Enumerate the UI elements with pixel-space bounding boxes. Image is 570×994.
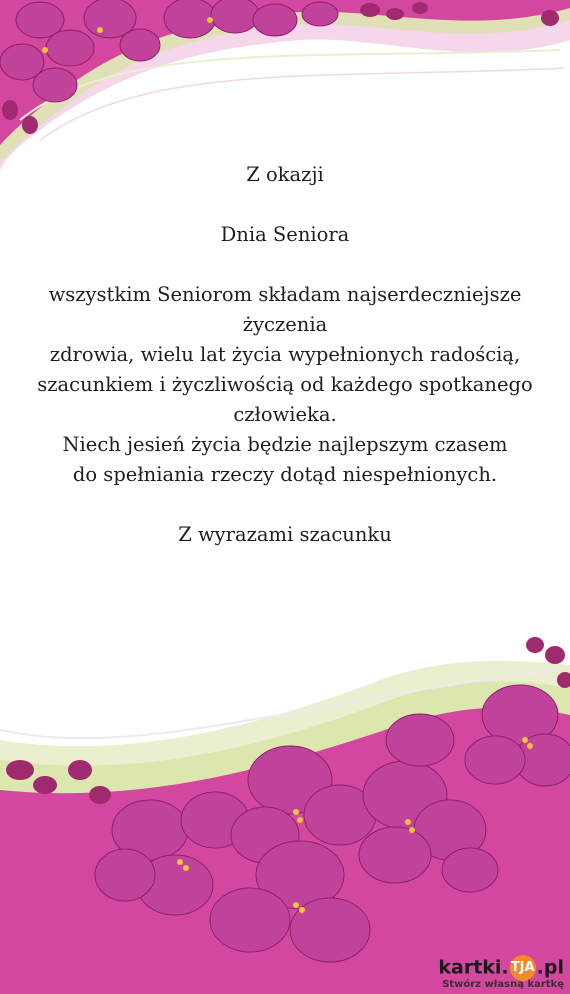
greeting-health: zdrowia, wielu lat życia wypełnionych radością,	[49, 343, 521, 366]
logo-tagline: Stwórz własną kartkę	[442, 979, 564, 990]
logo-badge: TJA	[510, 955, 536, 981]
greeting-closing: Z wyrazami szacunku	[178, 523, 392, 546]
greeting-occasion-intro: Z okazji	[246, 163, 324, 186]
lilac-decoration-bottom	[0, 620, 570, 994]
logo-brand-suffix: .pl	[536, 956, 564, 979]
greeting-fulfilment: do spełniania rzeczy dotąd niespełnionych.	[72, 463, 498, 486]
kartki-logo[interactable]	[438, 955, 564, 990]
logo-brand	[438, 955, 564, 981]
logo-brand-prefix: kartki.	[438, 956, 509, 979]
greeting-wishes: wszystkim Seniorom składam najserdeczniejsze życzenia	[48, 283, 522, 336]
greeting-text	[20, 160, 550, 550]
greeting-autumn: Niech jesień życia będzie najlepszym czasem	[62, 433, 508, 456]
greeting-respect: szacunkiem i życzliwością od każdego spotkanego człowieka.	[37, 373, 533, 426]
greeting-occasion-name: Dnia Seniora	[220, 223, 350, 246]
